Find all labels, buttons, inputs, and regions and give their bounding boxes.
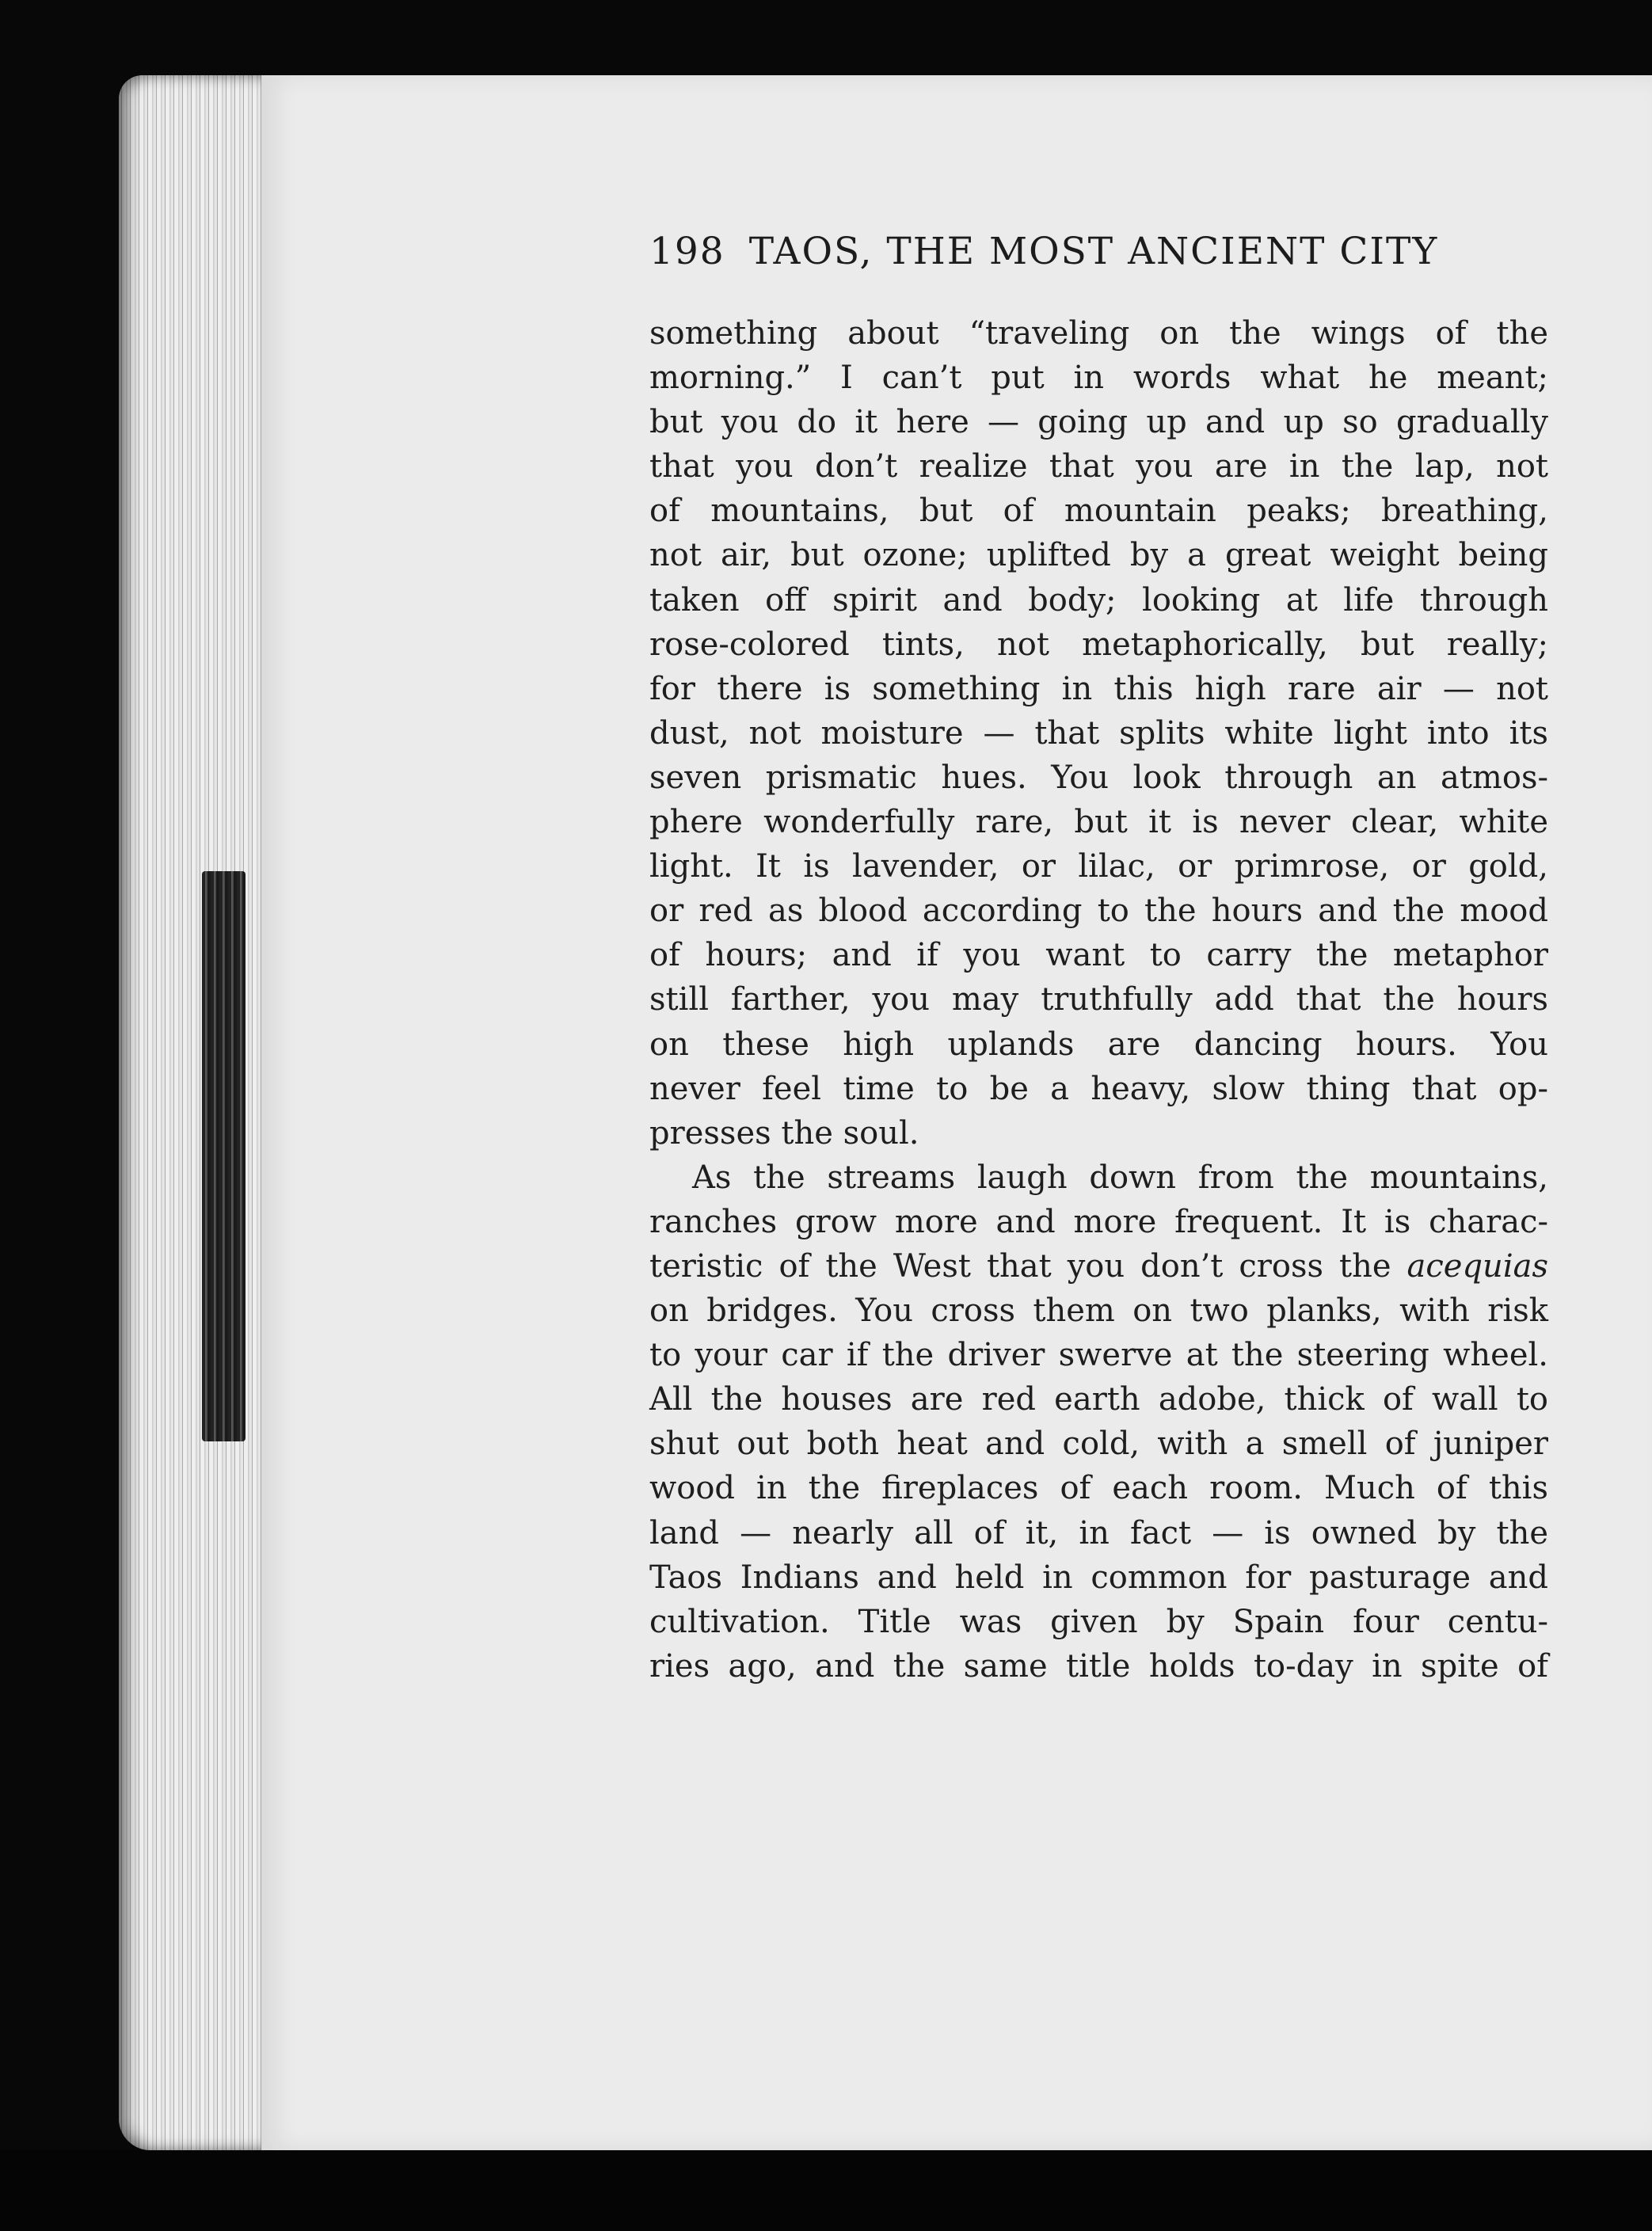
scan-border [0,2150,1652,2231]
text-line: for there is something in this high rare air — not [649,670,1548,707]
text-line: presses the soul. [649,1114,919,1152]
text-line: teristic of the West that you don’t cross the acequias [649,1247,1548,1285]
page-number: 198 [649,230,725,273]
text-line: something about “traveling on the wings of the [649,315,1548,352]
text-line: still farther, you may truthfully add that the hours [649,981,1548,1018]
body-text [649,311,1548,1688]
text-line: wood in the fireplaces of each room. Much of this [649,1470,1548,1507]
running-header [649,230,1544,273]
text-line: morning.” I can’t put in words what he meant; [649,360,1548,397]
text-line: All the houses are red earth adobe, thick of wall to [649,1381,1548,1418]
text-line: of mountains, but of mountain peaks; breathing, [649,493,1548,530]
text-line: that you don’t realize that you are in the lap, not [649,448,1548,485]
text-line: light. It is lavender, or lilac, or primrose, or gold, [649,848,1548,885]
text-line: dust, not moisture — that splits white light into its [649,714,1548,752]
page-fore-edge [119,75,269,2150]
fore-edge-mark [202,871,246,1441]
text-line: taken off spirit and body; looking at life through [649,581,1548,619]
text-line: to your car if the driver swerve at the steering wheel. [649,1337,1548,1374]
text-line: As the streams laugh down from the mountains, [692,1159,1548,1196]
text-line: on these high uplands are dancing hours. You [649,1026,1548,1063]
text-line: or red as blood according to the hours and the mood [649,893,1548,930]
text-line: ries ago, and the same title holds to-day in spite of [649,1647,1548,1685]
text-line: shut out both heat and cold, with a smell of juniper [649,1426,1548,1463]
text-line: phere wonderfully rare, but it is never clear, white [649,804,1548,841]
text-line: cultivation. Title was given by Spain four centu- [649,1603,1548,1640]
text-line: on bridges. You cross them on two planks, with risk [649,1293,1548,1330]
text-line: never feel time to be a heavy, slow thing that op- [649,1070,1548,1107]
text-line: not air, but ozone; uplifted by a great weight being [649,537,1548,574]
text-line: of hours; and if you want to carry the metaphor [649,937,1548,974]
running-title: TAOS, THE MOST ANCIENT CITY [748,230,1439,273]
text-line: rose-colored tints, not metaphorically, but really; [649,626,1548,663]
text-line: Taos Indians and held in common for pasturage and [649,1559,1548,1596]
text-line: seven prismatic hues. You look through an atmos- [649,759,1548,796]
text-line: but you do it here — going up and up so gradually [649,404,1548,441]
text-line: land — nearly all of it, in fact — is owned by the [649,1514,1548,1551]
text-line: ranches grow more and more frequent. It is charac- [649,1203,1548,1240]
